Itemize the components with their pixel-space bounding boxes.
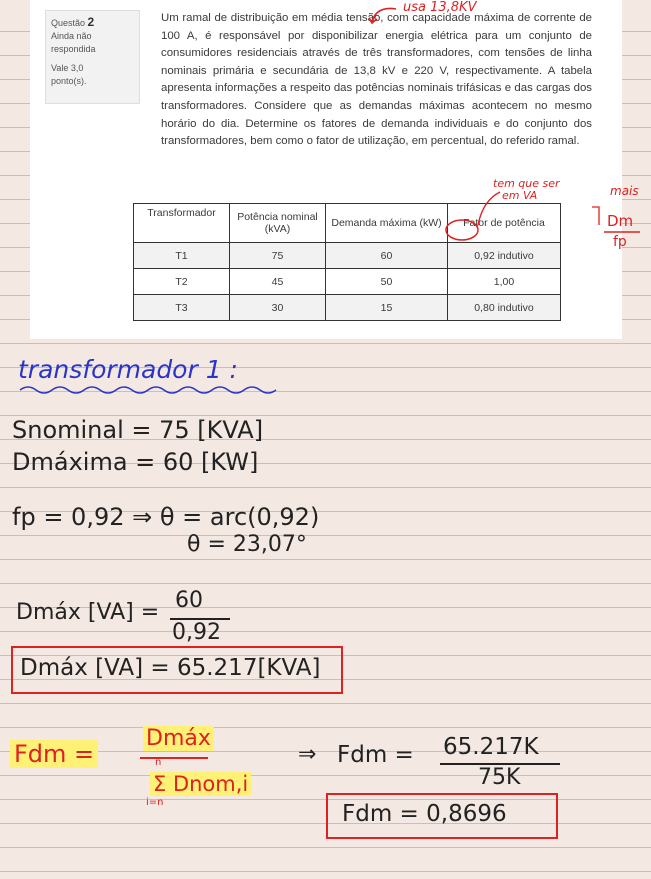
question-text: Um ramal de distribuição em média tensão, com capacidade máxima de corrente de 100 A, é responsável por disponibilizar energia elétrica para um conjunto de consumidores residenciais através de três transformadores, com tensões de linha nominais primária e secundária de 13,8 kV e 220 V, respectivamente. A tabela apresenta informações a respeito das potências nominais trifásicas e das cargas dos transformadores. Considere que as demandas máximas acontecem no mesmo horário do dia. Determine os fatores de demanda individuais e do conjunto dos transformadores, bem como o fator de utilização, em percentual, do referido ramal. [161,12,592,148]
question-number: 2 [87,15,95,29]
table-cell: 50 [326,269,448,295]
table-header-cell: Demanda máxima (kW) [326,204,448,243]
table-header-cell: Transformador [134,204,230,243]
question-label: Questão [51,18,86,28]
heading-underline-icon [18,384,298,396]
table-cell: 0,92 indutivo [448,243,561,269]
work-line-5-denominator: 0,92 [172,620,221,645]
work-line-5-numerator: 60 [175,588,203,613]
fraction-denominator: fp [613,234,627,250]
table-cell: 30 [230,295,326,321]
table-note-line2: em VA [502,189,538,202]
table-cell: 75 [230,243,326,269]
fdm-sum-bottom: i=n [146,797,164,808]
table-cell: 1,00 [448,269,561,295]
fraction-numerator: Dm [607,212,634,230]
fdm2-numerator: 65.217K [443,734,539,760]
transformer-table [133,203,561,321]
table-row [134,295,561,321]
table-row [134,269,561,295]
table-cell: 60 [326,243,448,269]
top-note: usa 13,8KV [403,0,477,15]
question-points-line1: Vale 3,0 [51,63,84,73]
question-info-box [45,10,140,104]
table-cell: 45 [230,269,326,295]
arrow-symbol: ⇒ [298,742,317,767]
work-line-4: θ = 23,07° [187,532,307,557]
side-note: mais [610,184,639,198]
fdm-sum-top: n [155,757,162,768]
work-heading: transformador 1 : [18,355,238,384]
fdm2-lhs: Fdm = [337,742,414,768]
work-line-2: Dmáxima = 60 [KW] [12,448,259,476]
work-line-5-lhs: Dmáx [VA] = [16,600,160,625]
fdm-lhs: Fdm = [10,740,98,768]
table-cell: T2 [134,269,230,295]
table-header-cell: Fator de potência [448,204,561,243]
table-cell: 0,80 indutivo [448,295,561,321]
table-header-row [134,204,561,243]
question-points-line2: ponto(s). [51,76,87,86]
table-row [134,243,561,269]
work-line-3: fp = 0,92 ⇒ θ = arc(0,92) [12,503,320,531]
table-note-line1: tem que ser [493,177,560,190]
work-line-1: Snominal = 75 [KVA] [12,416,264,444]
table-cell: 15 [326,295,448,321]
question-status-line2: respondida [51,44,96,54]
result-1-text: Dmáx [VA] = 65.217[KVA] [20,655,321,681]
question-status-line1: Ainda não [51,31,92,41]
fdm-denominator: Σ Dnom,i [150,772,251,796]
table-cell: T1 [134,243,230,269]
table-header-cell: Potência nominal (kVA) [230,204,326,243]
fdm-fraction-bar [140,757,208,759]
fdm-numerator: Dmáx [143,726,214,751]
result-2-text: Fdm = 0,8696 [342,801,507,827]
table-cell: T3 [134,295,230,321]
fdm2-denominator: 75K [478,765,521,790]
